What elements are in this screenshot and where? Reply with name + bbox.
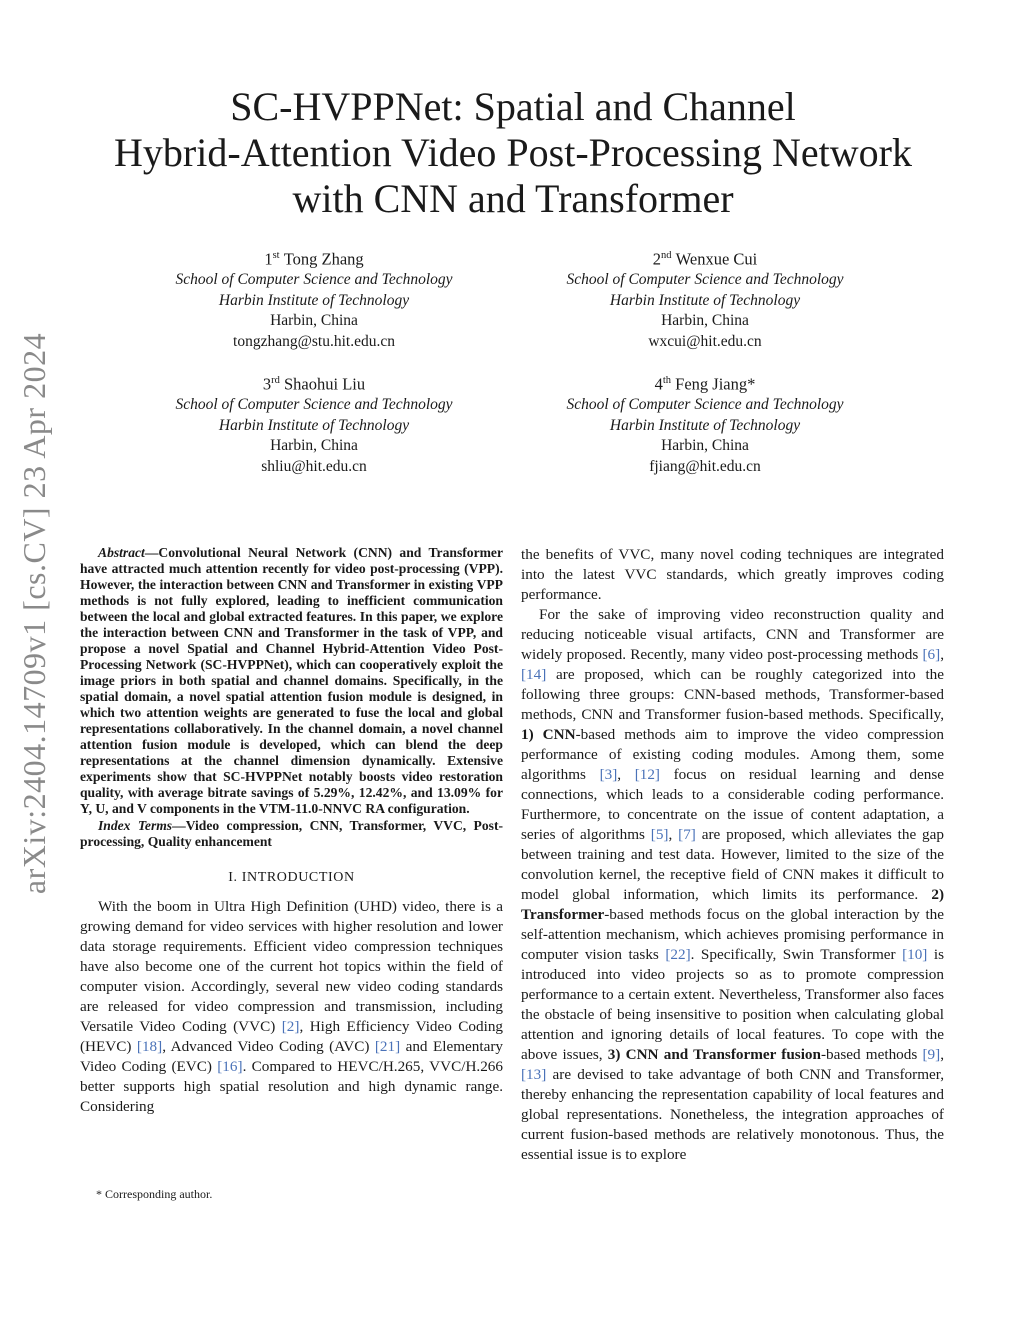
index-terms: Index Terms—Video compression, CNN, Transformer, VVC, Post-processing, Quality enhancement <box>80 818 503 849</box>
footnote-corresponding-author: * Corresponding author. <box>96 1187 213 1201</box>
author-school: School of Computer Science and Technology <box>175 271 453 288</box>
arxiv-stamp-text: arXiv:2404.14709v1 [cs.CV] 23 Apr 2024 <box>16 332 53 894</box>
author-card-1 <box>104 246 524 352</box>
author-email: fjiang@hit.edu.cn <box>649 457 761 475</box>
author-institute: Harbin Institute of Technology <box>218 291 410 309</box>
author-school: School of Computer Science and Technology <box>566 271 844 288</box>
title-line: Hybrid-Attention Video Post-Processing Network <box>114 130 912 175</box>
author-card-2 <box>495 246 915 352</box>
citation-link[interactable]: [10] <box>902 946 928 963</box>
author-name: 3rd Shaohui Liu <box>262 374 366 394</box>
author-institute: Harbin Institute of Technology <box>609 416 801 434</box>
author-card-4 <box>495 371 915 477</box>
right-column <box>521 545 944 1165</box>
citation-link[interactable]: [7] <box>678 826 696 843</box>
author-name: 2nd Wenxue Cui <box>652 249 758 269</box>
bold-term: 3) CNN and Transformer fusion <box>607 1046 821 1063</box>
bold-term: 1) CNN <box>521 726 576 743</box>
author-city: Harbin, China <box>661 312 749 329</box>
abstract-text: Convolutional Neural Network (CNN) and Transformer have attracted much attention recently for video post-processing (VPP). However, the interaction between CNN and Transformer in existing VPP methods is not fully explored, leading to inefficient communication between the local and global extracted features. In this paper, we explore the interaction between CNN and Transformer in the task of VPP, and propose a novel Spatial and Channel Hybrid-Attention Video Post-Processing Network (SC-HVPPNet), which can cooperatively exploit the image priors in both spatial and channel domains. Specifically, in the spatial domain, a novel spatial attention fusion module is designed, in which two attention weights are generated to fuse the local and global representations collaboratively. In the channel domain, a novel channel attention fusion module is developed, which can blend the deep representations at the channel dimension dynamically. Extensive experiments show that SC-HVPPNet notably boosts video restoration quality, with average bitrate savings of 5.29%, 12.42%, and 13.09% for Y, U, and V components in the VTM-11.0-NNVC RA configuration. <box>80 545 503 816</box>
citation-link[interactable]: [2] <box>281 1018 300 1035</box>
citation-link[interactable]: [13] <box>521 1066 547 1083</box>
citation-link[interactable]: [21] <box>374 1038 401 1055</box>
author-email: wxcui@hit.edu.cn <box>648 332 762 350</box>
intro-continuation: the benefits of VVC, many novel coding techniques are integrated into the latest VVC standards, which greatly improves coding performance. <box>521 546 944 603</box>
author-city: Harbin, China <box>661 437 749 454</box>
author-block <box>0 246 1024 486</box>
citation-link[interactable]: [9] <box>922 1046 941 1063</box>
author-name: 1st Tong Zhang <box>264 249 364 269</box>
author-school: School of Computer Science and Technology <box>175 396 453 413</box>
author-name: 4th Feng Jiang* <box>654 374 756 394</box>
citation-link[interactable]: [6] <box>922 646 941 663</box>
author-institute: Harbin Institute of Technology <box>609 291 801 309</box>
author-card-3 <box>104 371 524 477</box>
section-heading: I. INTRODUCTION <box>228 870 355 885</box>
citation-link[interactable]: [14] <box>521 666 547 683</box>
author-school: School of Computer Science and Technology <box>566 396 844 413</box>
bold-term: 2) Transformer <box>521 886 944 923</box>
citation-link[interactable]: [16] <box>217 1058 243 1075</box>
index-terms-label: Index Terms <box>98 818 173 833</box>
citation-link[interactable]: [12] <box>634 766 660 783</box>
paper-title <box>90 84 936 222</box>
index-terms-text: Video compression, CNN, Transformer, VVC, Post-processing, Quality enhancement <box>80 818 503 849</box>
author-email: tongzhang@stu.hit.edu.cn <box>233 332 395 350</box>
author-city: Harbin, China <box>270 312 358 329</box>
left-column <box>80 545 503 1117</box>
intro-paragraph: With the boom in Ultra High Definition (UHD) video, there is a growing demand for video services with higher resolution and lower data storage requirements. Efficient video compression techniques have also become one of the current hot topics within the field of computer vision. Accordingly, several new video coding standards are released for video compression and transmission, including Versatile Video Coding (VVC) [2], High Efficiency Video Coding (HEVC) [18], Advanced Video Coding (AVC) [21] and Elementary Video Coding (EVC) [16]. Compared to HEVC/H.265, VVC/H.266 better supports high spatial resolution and high dynamic range. Considering <box>80 898 504 1115</box>
author-institute: Harbin Institute of Technology <box>218 416 410 434</box>
title-line: with CNN and Transformer <box>292 176 734 221</box>
citation-link[interactable]: [3] <box>599 766 618 783</box>
title-line: SC-HVPPNet: Spatial and Channel <box>230 84 796 129</box>
citation-link[interactable]: [22] <box>665 946 691 963</box>
author-email: shliu@hit.edu.cn <box>261 457 367 475</box>
abstract: Abstract—Convolutional Neural Network (CNN) and Transformer have attracted much attention recently for video post-processing (VPP). However, the interaction between CNN and Transformer in existing VPP methods is not fully explored, leading to inefficient communication between the local and global extracted features. In this paper, we explore the interaction between CNN and Transformer in the task of VPP, and propose a novel Spatial and Channel Hybrid-Attention Video Post-Processing Network (SC-HVPPNet), which can cooperatively exploit the image priors in both spatial and channel domains. Specifically, in the spatial domain, a novel spatial attention fusion module is designed, in which two attention weights are generated to fuse the local and global representations collaboratively. In the channel domain, a novel channel attention fusion module is developed, which can blend the deep representations at the channel dimension dynamically. Extensive experiments show that SC-HVPPNet notably boosts video restoration quality, with average bitrate savings of 5.29%, 12.42%, and 13.09% for Y, U, and V components in the VTM-11.0-NNVC RA configuration. <box>80 545 503 816</box>
citation-link[interactable]: [5] <box>650 826 669 843</box>
abstract-label: Abstract <box>98 545 145 560</box>
author-city: Harbin, China <box>270 437 358 454</box>
intro-paragraph: For the sake of improving video reconstruction quality and reducing noticeable visual artifacts, CNN and Transformer are widely proposed. Recently, many video post-processing methods [6], [14] are proposed, which can be roughly categorized into the following three groups: CNN-based methods, Transformer-based methods, CNN and Transformer fusion-based methods. Specifically, 1) CNN-based methods aim to improve the video compression performance of existing coding modules. Among them, some algorithms [3], [12] focus on residual learning and dense connections, which leads to a considerable coding performance. Furthermore, to concentrate on the issue of content adaptation, a series of algorithms [5], [7] are proposed, which alleviates the gap between training and test data. However, limited to the size of the convolution kernel, the receptive field of CNN makes it difficult to model global information, which limits its performance. 2) Transformer-based methods focus on the global interaction by the self-attention mechanism, which achieves promising performance in computer vision tasks [22]. Specifically, Swin Transformer [10] is introduced into video projects so as to promote compression performance to a certain extent. Nevertheless, Transformer also faces the obstacle of being insensitive to position when calculating global attention and ignoring details of local features. To cope with the above issues, 3) CNN and Transformer fusion-based methods [9], [13] are devised to take advantage of both CNN and Transformer, thereby enhancing the representation capability of local features and global representations. Nonetheless, the integration approaches of current fusion-based methods are relatively monotonous. Thus, the essential issue is to explore <box>521 606 945 1163</box>
citation-link[interactable]: [18] <box>136 1038 163 1055</box>
